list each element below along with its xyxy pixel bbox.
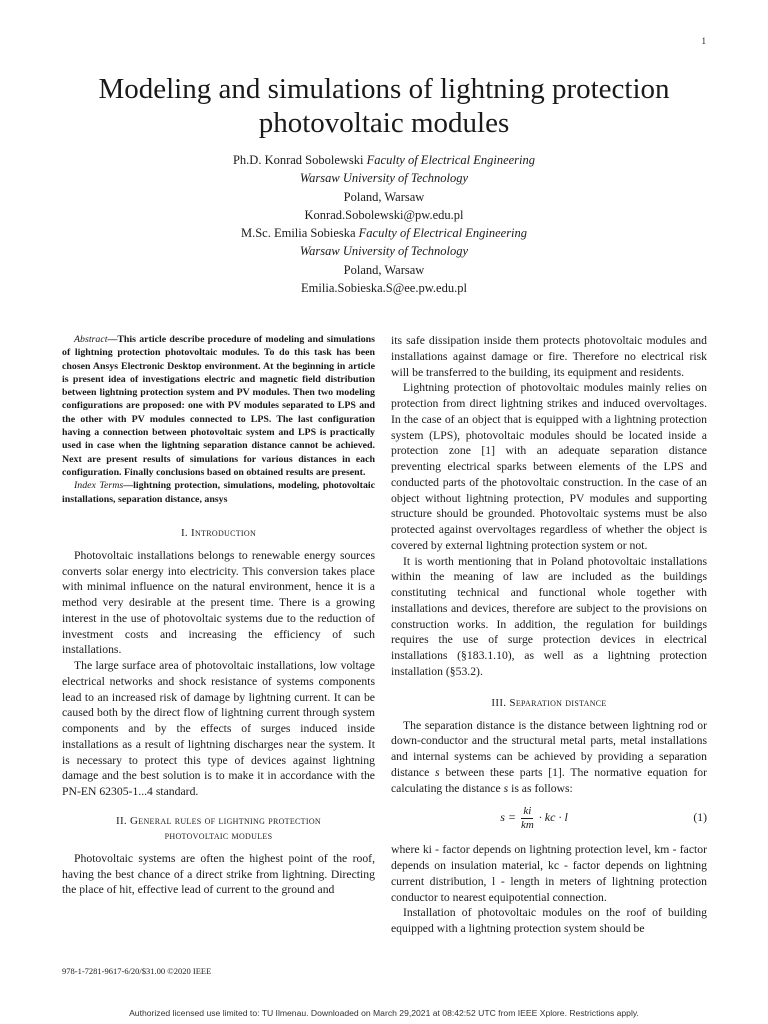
separation-paragraph-3: Installation of photovoltaic modules on the roof of building equipped with a lightning protection system should be (391, 906, 707, 935)
section-heading-introduction: I. Introduction (180, 526, 257, 539)
equation-lhs: s = (500, 810, 516, 825)
author-2-name: M.Sc. Emilia Sobieska (240, 226, 356, 241)
abstract-label: Abstract (74, 334, 108, 345)
general-rules-paragraph-3: It is worth mentioning that in Poland photovoltaic installations within the meaning of law are included as the buildings constituting technical and functional whole together with installations and devices, therefore are subject to the provisions on construction works. In addition, the regulation for buildings requires the use of surge protection devices in electrical installations (§183.1.10), as well as a lightning protection installation (§53.2). (391, 554, 707, 678)
right-column (391, 333, 707, 937)
author-1-university: Warsaw University of Technology (299, 171, 469, 186)
abstract-text: —This article describe procedure of modeling and simulations of lightning protection photovoltaic modules. To do this task has been chosen Ansys Electronic Desktop environment. At the beginning in article is present idea of investigations electric and magnetic field distribution between lightning protection system and PV modules. Then two modeling configurations are proposed: one with PV modules separated to LPS and the other with PV modules connected to LPS. The last configuration having a connection between photovoltaic system and LPS is practically used in case when the lightning separation distance cannot be achieved. Next are present results of simulations for various distances in each configuration. Finally conclusions based on obtained results are present. (62, 334, 375, 478)
author-block (60, 151, 708, 297)
abstract (62, 333, 375, 479)
section-heading-separation-distance: III. Separation distance (491, 696, 607, 709)
author-2-faculty: Faculty of Electrical Engineering (358, 226, 528, 241)
author-2-university: Warsaw University of Technology (299, 244, 469, 259)
author-2-location: Poland, Warsaw (343, 262, 425, 277)
author-2-email: Emilia.Sobieska.S@ee.pw.edu.pl (301, 281, 467, 296)
separation-paragraph-2: where ki - factor depends on lightning protection level, km - factor depends on insulation material, kc - factor depends on lightning current distribution, l - length in meters of lightning protection conductor to nearest equipotential connection. (391, 843, 707, 904)
section-heading-general-rules: II. General rules of lightning protection photovoltaic modules (116, 814, 321, 842)
paper-title: Modeling and simulations of lightning protection photovoltaic modules (98, 73, 670, 139)
intro-paragraph-1: Photovoltaic installations belongs to renewable energy sources converts solar energy into electricity. This conversion takes place with minimal influence on the natural environment, hence it is a method very desirable at the present time. There is a growing interest in the use of photovoltaic systems due to the reduction of investment costs and increasing the efficiency of such installations. (62, 548, 375, 657)
author-2-line (60, 224, 708, 242)
equation-fraction (519, 805, 536, 832)
equation-number: (1) (693, 811, 707, 825)
general-rules-paragraph-1: Photovoltaic systems are often the highest point of the roof, having the best chance of a direct strike from lightning. Directing the place of hit, effective lead of current to the ground and (62, 851, 375, 897)
index-terms-text: —lightning protection, simulations, modeling, photovoltaic installations, separation distance, ansys (62, 480, 376, 505)
general-rules-paragraph-1-continued: its safe dissipation inside them protects photovoltaic modules and installations against damage or fire. Therefore no electrical risk will be transferred to the building, its equipment and residents. (391, 334, 707, 379)
index-terms (62, 479, 375, 506)
author-1-line (60, 151, 708, 169)
author-1-location: Poland, Warsaw (343, 189, 425, 204)
author-1-faculty: Faculty of Electrical Engineering (366, 153, 536, 167)
equation-numerator: ki (523, 804, 532, 817)
general-rules-paragraph-2: Lightning protection of photovoltaic modules mainly relies on protection from direct lightning strikes and induced overvoltages. In the case of an object that is equipped with a lightning protection system (LPS), photovoltaic modules should be located inside a protection zone [1] with an adequate separation distance preventing electrical sparks between elements of the LPS and conducted parts of the photovoltaic construction. In the case of an object without lightning protection, PV modules and supporting structure should be grounded. Photovoltaic systems must be also protected against overvoltages regardless of whether the object is covered by external lightning protection system or not. (391, 381, 707, 552)
copyright-footnote: 978-1-7281-9617-6/20/$31.00 ©2020 IEEE (62, 966, 212, 976)
equation-denominator: km (520, 818, 534, 831)
license-footer: Authorized licensed use limited to: TU Ilmenau. Downloaded on March 29,2021 at 08:42:52 UTC from IEEE Xplore. Restrictions apply. (129, 1008, 639, 1018)
equation-rhs: · kc · l (538, 810, 568, 825)
equation-1 (391, 800, 707, 836)
author-1-email: Konrad.Sobolewski@pw.edu.pl (304, 207, 464, 222)
left-column (62, 333, 375, 898)
page-number: 1 (701, 36, 706, 46)
intro-paragraph-2: The large surface area of photovoltaic installations, low voltage electrical networks and shock resistance of systems components lead to an increased risk of damage by lightning current. It can be caused both by the direct flow of lightning current through system components and by the effects of surges induced inside installations as a result of lightning discharges near the system. It is necessary to protect this type of devices against lightning damage and the best solution is to make it in accordance with the PN-EN 62305-1...4 standard. (62, 659, 375, 799)
separation-paragraph-1: The separation distance is the distance between lightning rod or down-conductor and the structural metal parts, metal installations and internal systems can be achieved by providing a separation distance s between these parts [1]. The normative equation for calculating the distance s is as follows: (391, 718, 708, 795)
author-1-name: Ph.D. Konrad Sobolewski (232, 153, 364, 167)
index-terms-label: Index Terms (74, 480, 124, 492)
